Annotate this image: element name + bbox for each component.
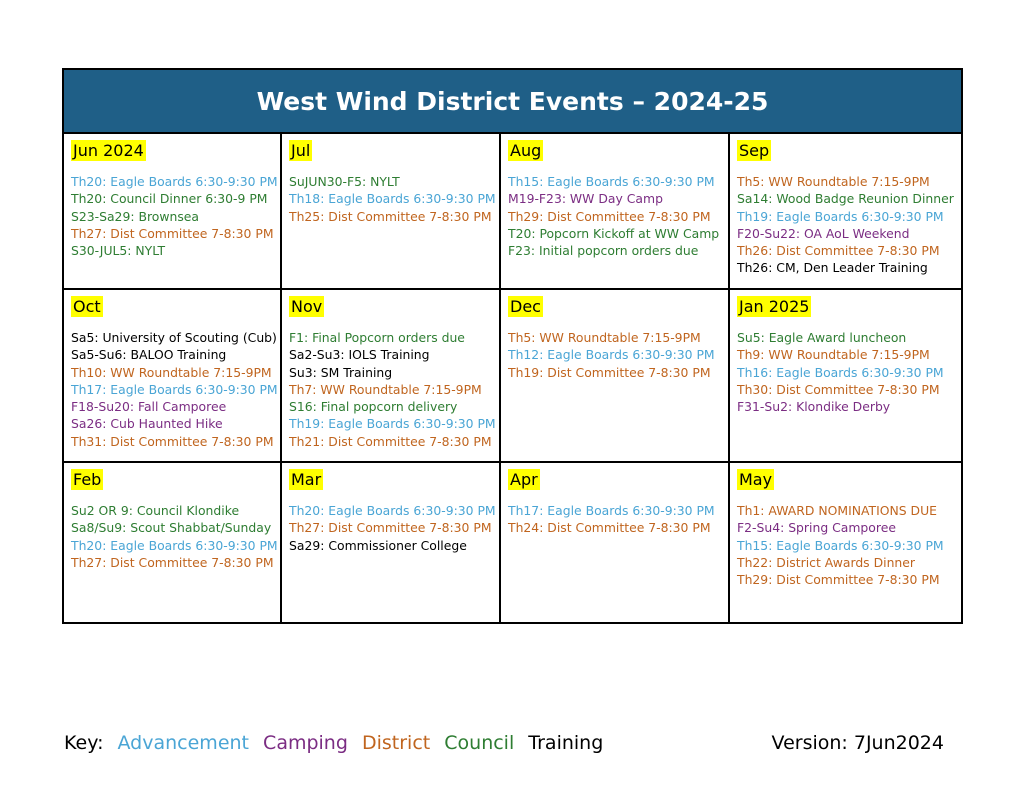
month-heading: Feb	[73, 470, 102, 489]
event-item: Th19: Dist Committee 7-8:30 PM	[508, 364, 711, 380]
event-item: S30-JUL5: NYLT	[71, 243, 166, 259]
event-item: Th7: WW Roundtable 7:15-9PM	[289, 381, 482, 397]
event-item: Sa29: Commissioner College	[289, 537, 467, 553]
month-cell	[730, 463, 961, 622]
month-cell	[730, 290, 961, 463]
month-heading: Mar	[291, 470, 322, 489]
event-item: Th24: Dist Committee 7-8:30 PM	[508, 520, 711, 536]
event-item: Th20: Council Dinner 6:30-9 PM	[71, 191, 268, 207]
month-cell	[730, 134, 961, 290]
event-item: F31-Su2: Klondike Derby	[737, 399, 891, 415]
month-heading: Oct	[73, 297, 101, 316]
event-item: Su3: SM Training	[289, 364, 393, 380]
month-heading: Jul	[291, 141, 311, 160]
event-item: T20: Popcorn Kickoff at WW Camp	[508, 225, 720, 241]
event-item: Th20: Eagle Boards 6:30-9:30 PM	[289, 503, 496, 518]
event-item: Sa5: University of Scouting (Cub)	[71, 330, 277, 345]
event-item: Sa26: Cub Haunted Hike	[71, 416, 223, 432]
month-cell	[501, 290, 730, 463]
event-item: SuJUN30-F5: NYLT	[289, 174, 400, 189]
event-item: Th18: Eagle Boards 6:30-9:30 PM	[289, 191, 496, 207]
month-grid	[64, 134, 961, 622]
event-item: Th27: Dist Committee 7-8:30 PM	[71, 554, 274, 570]
event-item: F1: Final Popcorn orders due	[289, 330, 465, 345]
event-item: Th30: Dist Committee 7-8:30 PM	[737, 381, 940, 397]
month-heading: Dec	[510, 297, 541, 316]
calendar-title: West Wind District Events – 2024-25	[256, 86, 769, 116]
month-cell	[64, 290, 282, 463]
event-item: Th15: Eagle Boards 6:30-9:30 PM	[508, 174, 715, 189]
event-item: Th5: WW Roundtable 7:15-9PM	[737, 174, 930, 189]
key-label: Key:	[64, 732, 104, 754]
event-item: Sa2-Su3: IOLS Training	[289, 347, 430, 363]
event-item: Th17: Eagle Boards 6:30-9:30 PM	[71, 381, 278, 397]
event-item: Sa14: Wood Badge Reunion Dinner	[737, 191, 954, 207]
event-item: Sa5-Su6: BALOO Training	[71, 347, 227, 363]
month-heading: Jun 2024	[73, 141, 144, 160]
month-heading: Aug	[510, 141, 542, 160]
key-camping: Camping	[263, 732, 348, 754]
event-item: S23-Sa29: Brownsea	[71, 208, 200, 224]
month-heading: May	[739, 470, 773, 489]
month-cell	[282, 134, 501, 290]
event-item: Th10: WW Roundtable 7:15-9PM	[71, 364, 272, 380]
event-item: Th15: Eagle Boards 6:30-9:30 PM	[737, 537, 944, 553]
event-item: Th5: WW Roundtable 7:15-9PM	[508, 330, 701, 345]
calendar-header	[64, 70, 961, 134]
month-heading: Sep	[739, 141, 770, 160]
event-item: Th19: Eagle Boards 6:30-9:30 PM	[289, 416, 496, 432]
event-item: Th25: Dist Committee 7-8:30 PM	[289, 208, 492, 224]
event-item: M19-F23: WW Day Camp	[508, 191, 663, 207]
month-cell	[64, 463, 282, 622]
event-item: Th21: Dist Committee 7-8:30 PM	[289, 433, 492, 449]
month-cell	[501, 463, 730, 622]
color-key	[64, 732, 611, 754]
month-heading: Nov	[291, 297, 323, 316]
event-item: F18-Su20: Fall Camporee	[71, 399, 227, 415]
month-cell	[501, 134, 730, 290]
event-item: Th29: Dist Committee 7-8:30 PM	[737, 572, 940, 588]
event-item: Th12: Eagle Boards 6:30-9:30 PM	[508, 347, 715, 363]
key-district: District	[361, 732, 431, 754]
event-item: Th1: AWARD NOMINATIONS DUE	[737, 503, 937, 518]
footer	[64, 732, 944, 754]
key-training: Training	[528, 732, 604, 754]
month-cell	[64, 134, 282, 290]
event-item: F23: Initial popcorn orders due	[508, 243, 699, 259]
event-item: Th26: Dist Committee 7-8:30 PM	[737, 243, 940, 259]
event-item: F2-Su4: Spring Camporee	[737, 520, 896, 536]
event-item: Th19: Eagle Boards 6:30-9:30 PM	[737, 208, 944, 224]
version-label: Version: 7Jun2024	[771, 732, 944, 754]
key-council: Council	[444, 732, 515, 754]
event-item: Su2 OR 9: Council Klondike	[71, 503, 240, 518]
month-cell	[282, 290, 501, 463]
event-item: Th20: Eagle Boards 6:30-9:30 PM	[71, 537, 278, 553]
event-item: Su5: Eagle Award luncheon	[737, 330, 907, 345]
event-item: Th29: Dist Committee 7-8:30 PM	[508, 208, 711, 224]
event-item: Th27: Dist Committee 7-8:30 PM	[289, 520, 492, 536]
event-item: Th20: Eagle Boards 6:30-9:30 PM	[71, 174, 278, 189]
event-item: Sa8/Su9: Scout Shabbat/Sunday	[71, 520, 272, 536]
event-item: Th16: Eagle Boards 6:30-9:30 PM	[737, 364, 944, 380]
event-item: Th9: WW Roundtable 7:15-9PM	[737, 347, 930, 363]
event-item: F20-Su22: OA AoL Weekend	[737, 225, 910, 241]
key-advancement: Advancement	[117, 732, 249, 754]
event-item: Th22: District Awards Dinner	[737, 554, 915, 570]
event-item: Th27: Dist Committee 7-8:30 PM	[71, 225, 274, 241]
calendar-table	[62, 68, 963, 624]
month-heading: Apr	[510, 470, 538, 489]
event-item: S16: Final popcorn delivery	[289, 399, 458, 415]
event-item: Th26: CM, Den Leader Training	[737, 260, 928, 276]
month-heading: Jan 2025	[739, 297, 810, 316]
event-item: Th17: Eagle Boards 6:30-9:30 PM	[508, 503, 715, 518]
event-item: Th31: Dist Committee 7-8:30 PM	[71, 433, 274, 449]
month-cell	[282, 463, 501, 622]
